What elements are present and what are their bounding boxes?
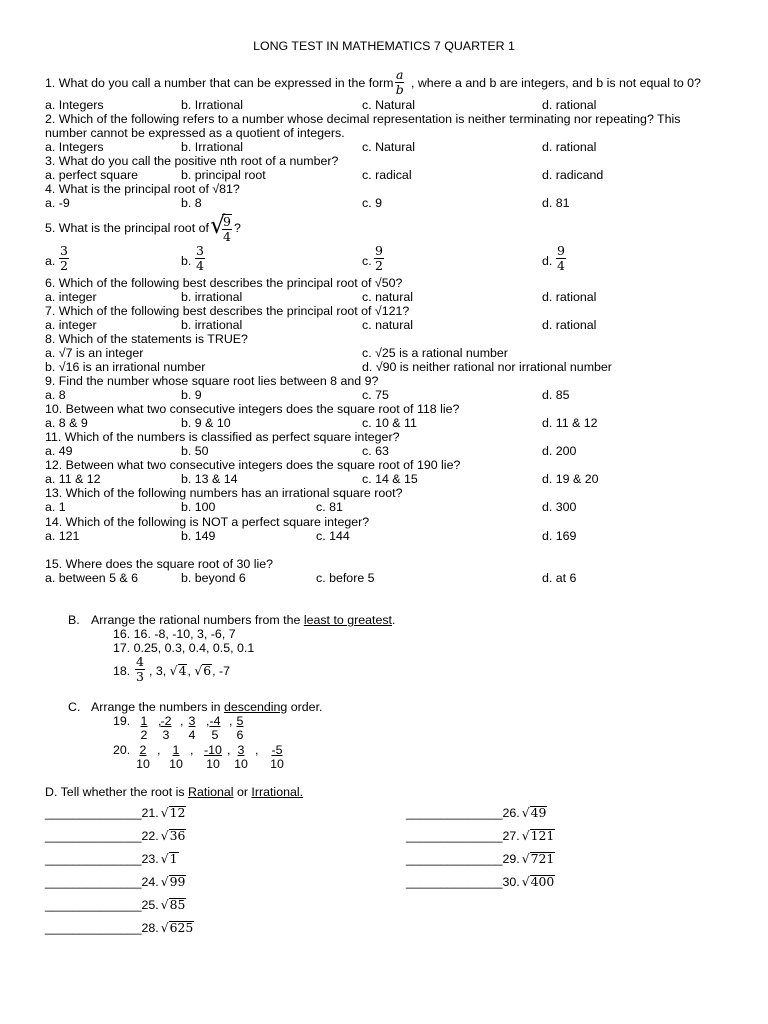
choice-11c: c. 63	[362, 444, 389, 458]
choice-7b: b. irrational	[181, 318, 243, 332]
fraction-numerator: 3	[237, 743, 245, 757]
choice-5a-label: a.	[45, 254, 56, 268]
fraction-denominator: 4	[188, 728, 196, 742]
page-title: LONG TEST IN MATHEMATICS 7 QUARTER 1	[253, 39, 515, 53]
fraction-numerator: 9	[557, 243, 565, 258]
fraction-denominator: 5	[211, 728, 219, 742]
answer-row	[406, 852, 555, 866]
fraction-numerator: 1	[140, 714, 148, 728]
item-number: 30.	[502, 875, 520, 889]
part-d-or: or	[233, 785, 252, 799]
fraction-numerator: 9	[223, 214, 231, 229]
part-d-instruction	[45, 785, 303, 799]
part-d-text: D. Tell whether the root is	[45, 785, 189, 799]
question-1	[45, 76, 701, 90]
radical-sign-icon: √	[160, 851, 169, 866]
answer-blank: ______________	[406, 806, 503, 820]
choice-9b: b. 9	[181, 388, 202, 402]
question-1-text-a: 1. What do you call a number that can be expressed in the form	[45, 76, 397, 90]
choice-13c: c. 81	[316, 500, 343, 514]
part-c-underlined: descending	[223, 700, 288, 714]
question-1-text-b: , where a and b are integers, and b is not equal to 0?	[410, 76, 701, 90]
choice-3d: d. radicand	[542, 168, 604, 182]
radicand: 625	[169, 920, 194, 935]
item-19-label: 19.	[113, 714, 131, 728]
radical-sign-icon: √	[521, 828, 530, 843]
fraction-separator: ,	[158, 714, 162, 728]
part-d-rational: Rational	[188, 785, 234, 799]
choice-10b: b. 9 & 10	[181, 416, 231, 430]
choice-1a: a. Integers	[45, 98, 104, 112]
fraction-separator: ,	[190, 743, 194, 757]
choice-3c: c. radical	[362, 168, 412, 182]
part-b-period: .	[392, 613, 396, 627]
item-18-label: 18.	[113, 664, 131, 678]
radicand: 12	[169, 805, 186, 820]
item-number: 24.	[141, 875, 159, 889]
item-number: 25.	[141, 898, 159, 912]
question-2-line-2: number cannot be expressed as a quotient of integers.	[45, 126, 345, 140]
item-16: 16. 16. -8, -10, 3, -6, 7	[113, 627, 236, 641]
choice-11b: b. 50	[181, 444, 209, 458]
radicand: 721	[530, 851, 555, 866]
fraction-denominator: 3	[162, 728, 170, 742]
choice-9d: d. 85	[542, 388, 570, 402]
question-5-text: 5. What is the principal root of	[45, 221, 209, 235]
choice-5c-label: c.	[362, 254, 372, 268]
fraction-numerator: 3	[196, 243, 204, 258]
answer-blank: ______________	[406, 875, 503, 889]
fraction-numerator: -5	[271, 743, 283, 757]
radical-sign-icon: √	[160, 920, 169, 935]
question-5	[45, 221, 209, 235]
choice-8a: a. √7 is an integer	[45, 346, 144, 360]
choice-10a: a. 8 & 9	[45, 416, 88, 430]
choice-8d: d. √90 is neither rational nor irrational number	[362, 360, 612, 374]
choice-5a-fraction	[59, 245, 69, 272]
answer-blank: ______________	[45, 921, 142, 935]
part-b-instruction	[91, 613, 395, 627]
choice-9a: a. 8	[45, 388, 66, 402]
choice-2a: a. Integers	[45, 140, 104, 154]
item-number: 28.	[141, 921, 159, 935]
choice-9c: c. 75	[362, 388, 389, 402]
answer-row	[45, 829, 186, 843]
fraction-denominator: 3	[136, 669, 144, 684]
question-7: 7. Which of the following best describes the principal root of √121?	[45, 304, 410, 318]
choice-3a: a. perfect square	[45, 168, 138, 182]
answer-blank: ______________	[45, 829, 142, 843]
part-c-instruction	[91, 700, 322, 714]
choice-14c: c. 144	[316, 529, 350, 543]
choice-3b: b. principal root	[181, 168, 266, 182]
item-18-rest	[149, 664, 230, 678]
part-b-text: Arrange the rational numbers from the	[91, 613, 304, 627]
fraction-denominator: 2	[60, 258, 68, 273]
answer-blank: ______________	[406, 829, 503, 843]
choice-2d: d. rational	[542, 140, 597, 154]
question-2-line-1: 2. Which of the following refers to a number whose decimal representation is neither terminating nor repeating? This	[45, 112, 681, 126]
choice-5c-fraction	[374, 245, 384, 272]
choice-15d: d. at 6	[542, 571, 577, 585]
item-number: 29.	[502, 852, 520, 866]
choice-5b-label: b.	[181, 254, 192, 268]
fraction-separator: ,	[157, 743, 161, 757]
answer-row	[45, 875, 186, 889]
fraction-denominator: 10	[270, 757, 284, 771]
radicand: 49	[530, 805, 547, 820]
radicand: 85	[169, 897, 186, 912]
answer-blank: ______________	[406, 852, 503, 866]
choice-12b: b. 13 & 14	[181, 472, 238, 486]
question-14: 14. Which of the following is NOT a perfect square integer?	[45, 515, 370, 529]
choice-14d: d. 169	[542, 529, 577, 543]
fraction-numerator: -4	[209, 714, 221, 728]
choice-7c: c. natural	[362, 318, 413, 332]
choice-13d: d. 300	[542, 500, 577, 514]
fraction-numerator: 2	[139, 743, 147, 757]
radicand: 6	[203, 663, 212, 678]
question-4: 4. What is the principal root of √81?	[45, 182, 240, 196]
choice-1b: b. Irrational	[181, 98, 243, 112]
choice-2b: b. Irrational	[181, 140, 243, 154]
radicand: 1	[169, 851, 178, 866]
fraction-numerator: a	[396, 67, 404, 82]
question-15: 15. Where does the square root of 30 lie?	[45, 557, 273, 571]
choice-5d-label: d.	[542, 254, 553, 268]
choice-1d: d. rational	[542, 98, 597, 112]
fraction-denominator: 4	[557, 258, 565, 273]
choice-5b-fraction	[195, 245, 205, 272]
part-c-letter: C.	[68, 700, 81, 714]
radicand: 4	[178, 663, 187, 678]
choice-12a: a. 11 & 12	[45, 472, 101, 486]
item-18-text: , 3,	[149, 664, 170, 678]
question-10: 10. Between what two consecutive integers does the square root of 118 lie?	[45, 402, 460, 416]
choice-6d: d. rational	[542, 290, 597, 304]
fraction-numerator: 9	[375, 243, 383, 258]
choice-7d: d. rational	[542, 318, 597, 332]
choice-14a: a. 121	[45, 529, 80, 543]
item-17: 17. 0.25, 0.3, 0.4, 0.5, 0.1	[113, 641, 255, 655]
radical-sign-icon: √	[160, 805, 169, 820]
radicand: 400	[530, 874, 555, 889]
question-8: 8. Which of the statements is TRUE?	[45, 332, 248, 346]
part-c-text: Arrange the numbers in	[91, 700, 224, 714]
part-b-letter: B.	[68, 613, 80, 627]
radicand: 36	[169, 828, 186, 843]
item-20-label: 20.	[113, 743, 131, 757]
radical-sign-icon: √	[521, 851, 530, 866]
fraction-a-over-b	[395, 69, 404, 96]
answer-row	[45, 806, 186, 820]
choice-13a: a. 1	[45, 500, 66, 514]
fraction-denominator: b	[395, 82, 404, 97]
fraction-separator: ,	[229, 714, 233, 728]
item-number: 26.	[502, 806, 520, 820]
choice-8c: c. √25 is a rational number	[362, 346, 508, 360]
fraction-numerator: 3	[60, 243, 68, 258]
fraction-numerator: 5	[236, 714, 244, 728]
fraction-9-over-4	[222, 214, 232, 243]
answer-blank: ______________	[45, 852, 142, 866]
fraction-numerator: -10	[204, 743, 222, 757]
fraction-denominator: 4	[196, 258, 204, 273]
choice-6a: a. integer	[45, 290, 97, 304]
item-number: 27.	[502, 829, 520, 843]
item-number: 22.	[141, 829, 159, 843]
choice-15b: b. beyond 6	[181, 571, 246, 585]
choice-12c: c. 14 & 15	[362, 472, 418, 486]
question-13: 13. Which of the following numbers has an irrational square root?	[45, 486, 403, 500]
radical-sign-icon: √	[160, 897, 169, 912]
question-9: 9. Find the number whose square root lies between 8 and 9?	[45, 374, 379, 388]
radical-sign-icon: √	[160, 874, 169, 889]
choice-4c: c. 9	[362, 196, 382, 210]
fraction-numerator: 4	[136, 654, 144, 669]
choice-4b: b. 8	[181, 196, 202, 210]
question-3: 3. What do you call the positive nth root of a number?	[45, 154, 339, 168]
choice-14b: b. 149	[181, 529, 216, 543]
radical-sign-icon: √	[160, 828, 169, 843]
part-d-irrational: Irrational.	[251, 785, 304, 799]
choice-15c: c. before 5	[316, 571, 375, 585]
choice-6c: c. natural	[362, 290, 413, 304]
part-c-end: order.	[287, 700, 323, 714]
choice-12d: d. 19 & 20	[542, 472, 599, 486]
item-18-comma: ,	[187, 664, 195, 678]
radical-sign-icon: √	[194, 663, 203, 678]
answer-row	[406, 806, 547, 820]
fraction-denominator: 10	[206, 757, 220, 771]
answer-row	[45, 921, 194, 935]
fraction-separator: ,	[227, 743, 231, 757]
item-number: 23.	[141, 852, 159, 866]
item-18-end: , -7	[212, 664, 231, 678]
question-5-end: ?	[234, 221, 241, 235]
choice-10d: d. 11 & 12	[542, 416, 598, 430]
answer-row	[45, 898, 186, 912]
answer-row	[406, 829, 555, 843]
choice-4d: d. 81	[542, 196, 570, 210]
fraction-denominator: 10	[136, 757, 150, 771]
answer-row	[45, 852, 179, 866]
fraction-denominator: 10	[169, 757, 183, 771]
radicand: 99	[169, 874, 186, 889]
fraction-denominator: 4	[223, 229, 231, 244]
radical-sign-icon: √	[521, 805, 530, 820]
fraction-separator: ,	[206, 714, 210, 728]
question-12: 12. Between what two consecutive integers does the square root of 190 lie?	[45, 458, 461, 472]
choice-4a: a. -9	[45, 196, 70, 210]
answer-blank: ______________	[45, 806, 142, 820]
choice-2c: c. Natural	[362, 140, 416, 154]
radicand: 121	[530, 828, 555, 843]
part-b-underlined: least to greatest	[303, 613, 392, 627]
fraction-numerator: 3	[188, 714, 196, 728]
fraction-denominator: 2	[375, 258, 383, 273]
radical-sign-icon: √	[210, 211, 226, 239]
fraction-denominator: 6	[236, 728, 244, 742]
question-6: 6. Which of the following best describes the principal root of √50?	[45, 276, 403, 290]
radical-sign-icon: √	[169, 663, 178, 678]
answer-blank: ______________	[45, 898, 142, 912]
fraction-numerator: 1	[172, 743, 180, 757]
choice-8b: b. √16 is an irrational number	[45, 360, 206, 374]
item-18-fraction	[135, 656, 145, 683]
fraction-denominator: 10	[234, 757, 248, 771]
fraction-numerator: -2	[160, 714, 172, 728]
fraction-denominator: 2	[140, 728, 148, 742]
fraction-separator: ,	[255, 743, 259, 757]
choice-10c: c. 10 & 11	[362, 416, 417, 430]
choice-13b: b. 100	[181, 500, 216, 514]
answer-row	[406, 875, 555, 889]
radical-sign-icon: √	[521, 874, 530, 889]
choice-6b: b. irrational	[181, 290, 243, 304]
choice-11a: a. 49	[45, 444, 73, 458]
choice-15a: a. between 5 & 6	[45, 571, 138, 585]
choice-1c: c. Natural	[362, 98, 416, 112]
choice-7a: a. integer	[45, 318, 97, 332]
choice-11d: d. 200	[542, 444, 577, 458]
fraction-separator: ,	[180, 714, 184, 728]
answer-blank: ______________	[45, 875, 142, 889]
choice-5d-fraction	[556, 245, 566, 272]
question-11: 11. Which of the numbers is classified as perfect square integer?	[45, 430, 400, 444]
item-number: 21.	[141, 806, 159, 820]
